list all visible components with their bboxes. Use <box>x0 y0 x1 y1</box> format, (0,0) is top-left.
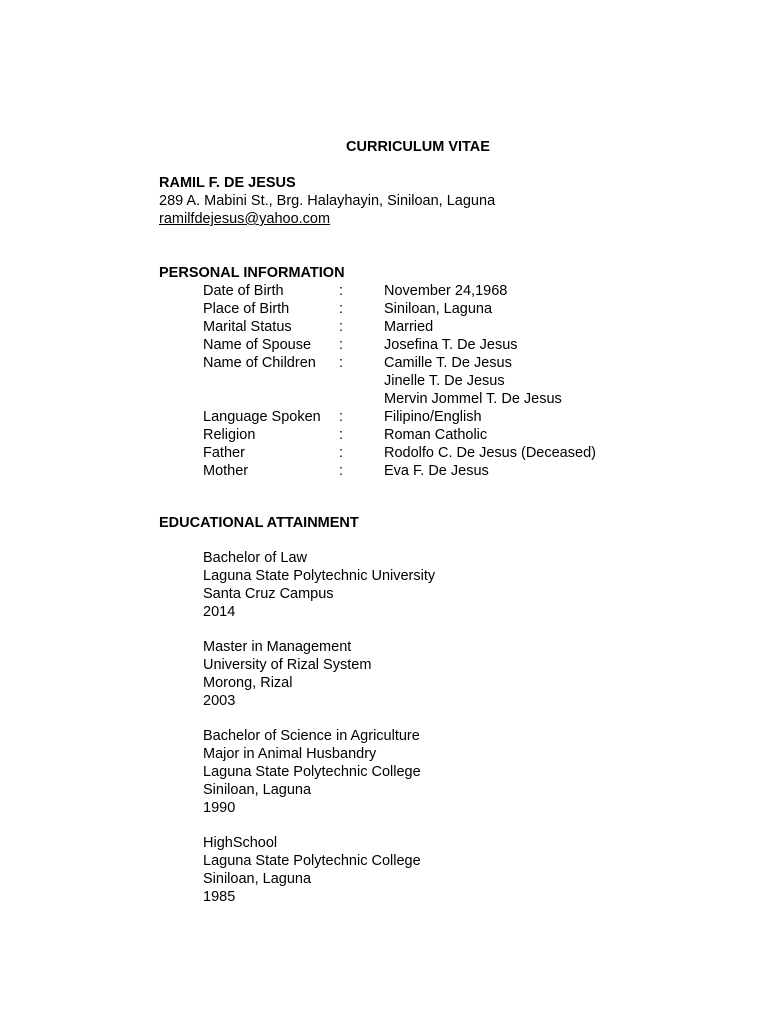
info-row <box>159 408 596 426</box>
info-label: Language Spoken <box>203 409 321 425</box>
info-row <box>159 390 596 408</box>
info-row <box>159 372 596 390</box>
info-row <box>159 426 596 444</box>
educational-attainment-section <box>159 514 435 923</box>
info-row <box>159 300 596 318</box>
education-school: Laguna State Polytechnic College <box>203 853 421 869</box>
education-location: Siniloan, Laguna <box>203 782 312 798</box>
education-school: Laguna State Polytechnic College <box>203 764 421 780</box>
cv-header <box>159 174 495 228</box>
info-separator: : <box>339 463 344 479</box>
personal-information-section <box>159 264 596 480</box>
education-entry <box>203 638 435 710</box>
info-value: Eva F. De Jesus <box>384 463 489 479</box>
applicant-name: RAMIL F. DE JESUS <box>159 175 296 191</box>
info-value: Rodolfo C. De Jesus (Deceased) <box>384 445 596 461</box>
info-label: Religion <box>203 427 256 443</box>
info-value: Camille T. De Jesus <box>384 355 512 371</box>
info-value: November 24,1968 <box>384 283 508 299</box>
education-location: Siniloan, Laguna <box>203 871 312 887</box>
info-row <box>159 336 596 354</box>
info-row <box>159 444 596 462</box>
education-entry <box>203 834 435 906</box>
info-value: Filipino/English <box>384 409 482 425</box>
info-separator: : <box>339 409 344 425</box>
info-value: Roman Catholic <box>384 427 488 443</box>
info-row <box>159 318 596 336</box>
education-location: Morong, Rizal <box>203 675 293 691</box>
info-value: Mervin Jommel T. De Jesus <box>384 391 562 407</box>
education-year: 2003 <box>203 693 236 709</box>
info-value: Siniloan, Laguna <box>384 301 493 317</box>
info-separator: : <box>339 427 344 443</box>
info-separator: : <box>339 283 344 299</box>
education-list <box>203 549 435 906</box>
education-year: 2014 <box>203 604 236 620</box>
info-row <box>159 282 596 300</box>
education-entry <box>203 727 435 817</box>
info-value: Married <box>384 319 434 335</box>
education-school: Laguna State Polytechnic University <box>203 568 436 584</box>
info-row <box>159 462 596 480</box>
applicant-address: 289 A. Mabini St., Brg. Halayhayin, Siniloan, Laguna <box>159 193 496 209</box>
email-link[interactable]: ramilfdejesus@yahoo.com <box>159 211 331 227</box>
education-degree: Bachelor of Science in Agriculture <box>203 728 420 744</box>
info-separator-blank <box>339 390 384 408</box>
personal-information-heading: PERSONAL INFORMATION <box>159 265 345 281</box>
education-degree: Master in Management <box>203 639 352 655</box>
education-location: Santa Cruz Campus <box>203 586 334 602</box>
info-separator: : <box>339 355 344 371</box>
info-value: Josefina T. De Jesus <box>384 337 518 353</box>
education-entry <box>203 549 435 621</box>
info-label: Place of Birth <box>203 301 290 317</box>
education-degree: Bachelor of Law <box>203 550 307 566</box>
info-label: Date of Birth <box>203 283 284 299</box>
info-label <box>203 372 339 390</box>
info-label <box>203 390 339 408</box>
info-label: Name of Children <box>203 355 316 371</box>
educational-attainment-heading: EDUCATIONAL ATTAINMENT <box>159 515 359 531</box>
info-label: Mother <box>203 463 249 479</box>
education-school: University of Rizal System <box>203 657 372 673</box>
info-separator-blank <box>339 372 384 390</box>
info-label: Marital Status <box>203 319 292 335</box>
info-separator: : <box>339 301 344 317</box>
info-row <box>159 354 596 372</box>
info-separator: : <box>339 445 344 461</box>
education-year: 1985 <box>203 889 236 905</box>
education-year: 1990 <box>203 800 236 816</box>
info-separator: : <box>339 337 344 353</box>
education-major: Major in Animal Husbandry <box>203 746 377 762</box>
info-value: Jinelle T. De Jesus <box>384 373 505 389</box>
info-separator: : <box>339 319 344 335</box>
info-label: Father <box>203 445 245 461</box>
education-degree: HighSchool <box>203 835 278 851</box>
document-title: CURRICULUM VITAE <box>346 139 490 155</box>
personal-information-list <box>159 282 596 480</box>
info-label: Name of Spouse <box>203 337 312 353</box>
